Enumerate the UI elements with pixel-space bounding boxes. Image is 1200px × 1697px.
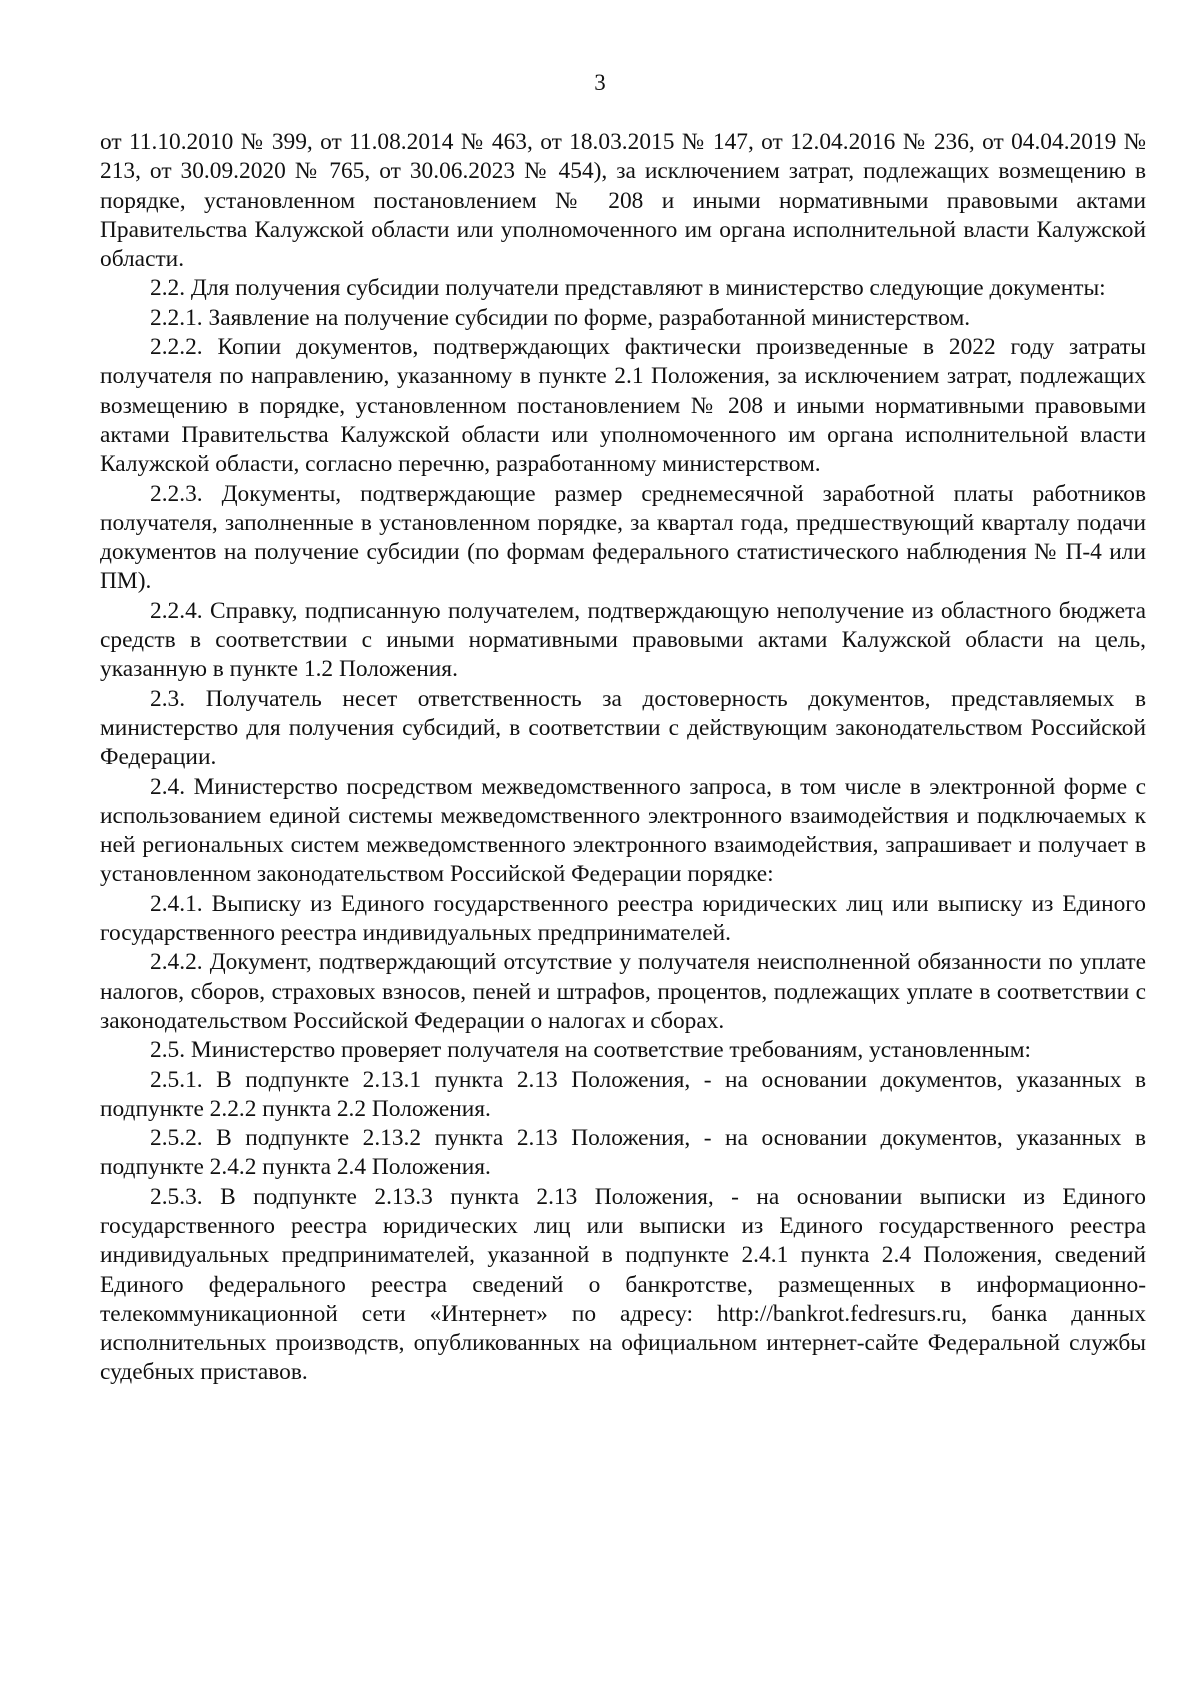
paragraph-2-5: 2.5. Министерство проверяет получателя на соответствие требованиям, установленным: (150, 1037, 1032, 1064)
paragraph-2-2-1: 2.2.1. Заявление на получение субсидии по форме, разработанной министерством. (150, 304, 971, 331)
paragraph-2-4-2: 2.4.2. Документ, подтверждающий отсутствие у получателя неисполненной обязанности по уплате налогов, сборов, страховых взносов, пеней и штрафов, процентов, подлежащих уплате в соответствии с законодательством Российской Федерации о налогах и сборах. (100, 949, 1146, 1034)
paragraph-2-2-4: 2.2.4. Справку, подписанную получателем, подтверждающую неполучение из областного бюджета средств в соответствии с иными нормативными правовыми актами Калужской области на цель, указанную в пункте 1.2 Положения. (100, 597, 1146, 683)
paragraph-2-5-3: 2.5.3. В подпункте 2.13.3 пункта 2.13 Положения, - на основании выписки из Единого государственного реестра юридических лиц или выписки из Единого государственного реестра индивидуальных предпринимателей, указанной в подпункте 2.4.1 пункта 2.4 Положения, сведений Единого федерального реестра сведений о банкротстве, размещенных в информационно-телекоммуникационной сети «Интернет» по адресу: http://bankrot.fedresurs.ru, банка данных исполнительных производств, опубликованных на официальном интернет-сайте Федеральной службы судебных приставов. (100, 1183, 1146, 1386)
paragraph-2-2: 2.2. Для получения субсидии получатели представляют в министерство следующие документы: (150, 275, 1106, 302)
paragraph-2-2-3: 2.2.3. Документы, подтверждающие размер среднемесячной заработной платы работников получателя, заполненные в установленном порядке, за квартал года, предшествующий кварталу подачи документов на получение субсидии (по формам федерального статистического наблюдения № П-4 или ПМ). (100, 480, 1146, 595)
paragraph-2-2-2: 2.2.2. Копии документов, подтверждающих фактически произведенные в 2022 году затраты получателя по направлению, указанному в пункте 2.1 Положения, за исключением затрат, подлежащих возмещению в порядке, установленном постановлением № 208 и иными нормативными правовыми актами Правительства Калужской области или уполномоченного им органа исполнительной власти Калужской области, согласно перечню, разработанному министерством. (100, 334, 1146, 478)
paragraph-2-5-1: 2.5.1. В подпункте 2.13.1 пункта 2.13 Положения, - на основании документов, указанных в подпункте 2.2.2 пункта 2.2 Положения. (100, 1066, 1146, 1122)
paragraph-2-4-1: 2.4.1. Выписку из Единого государственного реестра юридических лиц или выписку из Единого государственного реестра индивидуальных предпринимателей. (100, 890, 1146, 947)
document-body (100, 128, 1146, 1388)
paragraph-2-3: 2.3. Получатель несет ответственность за достоверность документов, представляемых в министерство для получения субсидий, в соответствии с действующим законодательством Российской Федерации. (100, 685, 1146, 771)
paragraph-continuation: от 11.10.2010 № 399, от 11.08.2014 № 463, от 18.03.2015 № 147, от 12.04.2016 № 236, от 04.04.2019 № 213, от 30.09.2020 № 765, от 30.06.2023 № 454), за исключением затрат, подлежащих возмещению в порядке, установленном постановлением № 208 и иными нормативными правовыми актами Правительства Калужской области или уполномоченного им органа исполнительной власти Калужской области. (100, 129, 1146, 273)
page-number: 3 (594, 70, 606, 95)
paragraph-2-4: 2.4. Министерство посредством межведомственного запроса, в том числе в электронной форме с использованием единой системы межведомственного электронного взаимодействия и подключаемых к ней региональных систем межведомственного электронного взаимодействия, запрашивает и получает в установленном законодательством Российской Федерации порядке: (100, 773, 1146, 888)
paragraph-2-5-2: 2.5.2. В подпункте 2.13.2 пункта 2.13 Положения, - на основании документов, указанных в подпункте 2.4.2 пункта 2.4 Положения. (100, 1125, 1146, 1181)
